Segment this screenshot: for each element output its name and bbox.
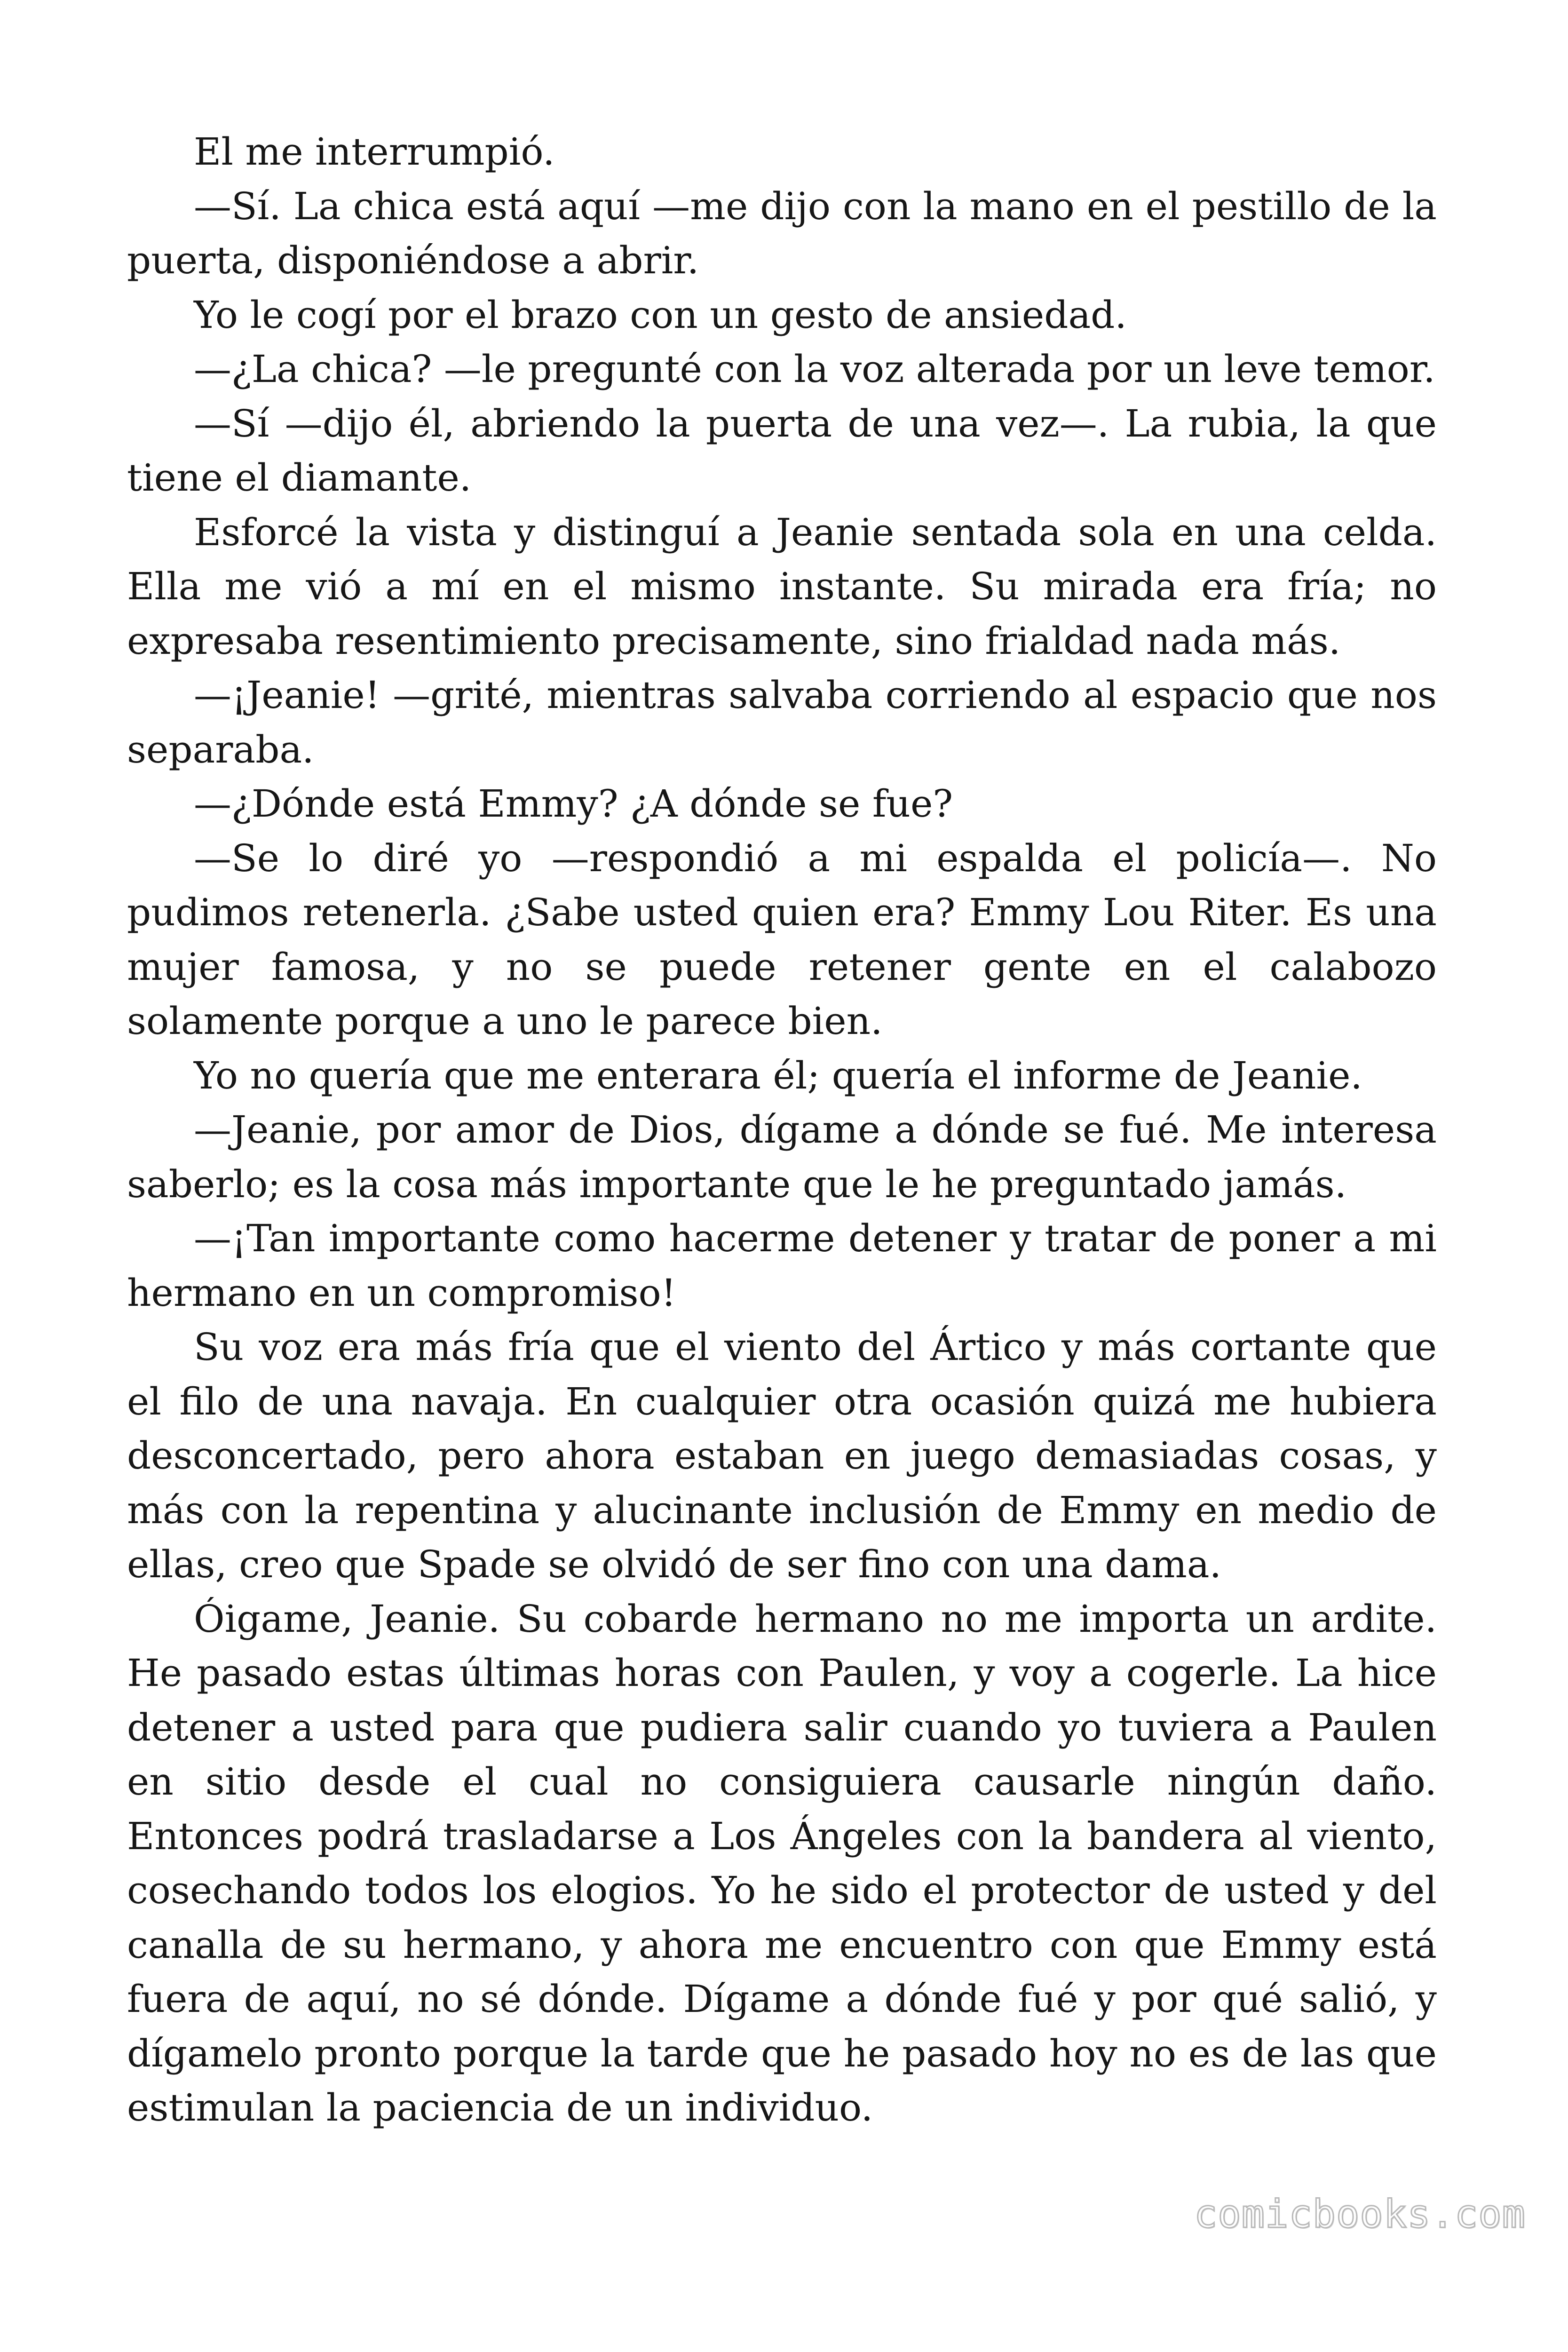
paragraph-4: —¿La chica? —le pregunté con la voz alterada por un leve temor. [194, 347, 1435, 391]
paragraph-3: Yo le cogí por el brazo con un gesto de ansiedad. [194, 293, 1127, 337]
paragraph-12: —¡Tan importante como hacerme detener y tratar de poner a mi hermano en un compromiso! [127, 1216, 1437, 1315]
paragraph-5: —Sí —dijo él, abriendo la puerta de una vez—. La rubia, la que tiene el diamante. [127, 401, 1437, 500]
paragraph-9: —Se lo diré yo —respondió a mi espalda el policía—. No pudimos retenerla. ¿Sabe usted quien era? Emmy Lou Riter. Es una mujer famosa, y no se puede retener gente en el calabozo solamente porque a uno le parece bien. [127, 836, 1437, 1043]
paragraph-13: Su voz era más fría que el viento del Ártico y más cortante que el filo de una navaja. En cualquier otra ocasión quizá me hubiera desconcertado, pero ahora estaban en juego demasiadas cosas, y más con la repentina y alucinante inclusión de Emmy en medio de ellas, creo que Spade se olvidó de ser fino con una dama. [127, 1325, 1437, 1586]
paragraph-11: —Jeanie, por amor de Dios, dígame a dónde se fué. Me interesa saberlo; es la cosa más importante que le he preguntado jamás. [127, 1108, 1437, 1206]
paragraph-8: —¿Dónde está Emmy? ¿A dónde se fue? [194, 782, 953, 826]
paragraph-7: —¡Jeanie! —grité, mientras salvaba corriendo al espacio que nos separaba. [127, 673, 1437, 771]
paragraph-10: Yo no quería que me enterara él; quería el informe de Jeanie. [194, 1053, 1362, 1097]
paragraph-6: Esforcé la vista y distinguí a Jeanie sentada sola en una celda. Ella me vió a mí en el mismo instante. Su mirada era fría; no expresaba resentimiento precisamente, sino frialdad nada más. [127, 510, 1437, 663]
watermark-logo: comicbooks.com [1194, 2192, 1526, 2237]
book-page-text [127, 125, 1437, 2135]
paragraph-1: El me interrumpió. [194, 130, 555, 174]
paragraph-2: —Sí. La chica está aquí —me dijo con la mano en el pestillo de la puerta, disponiéndose a abrir. [127, 184, 1437, 282]
paragraph-14: Óigame, Jeanie. Su cobarde hermano no me importa un ardite. He pasado estas últimas horas con Paulen, y voy a cogerle. La hice detener a usted para que pudiera salir cuando yo tuviera a Paulen en sitio desde el cual no consiguiera causarle ningún daño. Entonces podrá trasladarse a Los Ángeles con la bandera al viento, cosechando todos los elogios. Yo he sido el protector de usted y del canalla de su hermano, y ahora me encuentro con que Emmy está fuera de aquí, no sé dónde. Dígame a dónde fué y por qué salió, y dígamelo pronto porque la tarde que he pasado hoy no es de las que estimulan la paciencia de un individuo. [127, 1597, 1437, 2130]
